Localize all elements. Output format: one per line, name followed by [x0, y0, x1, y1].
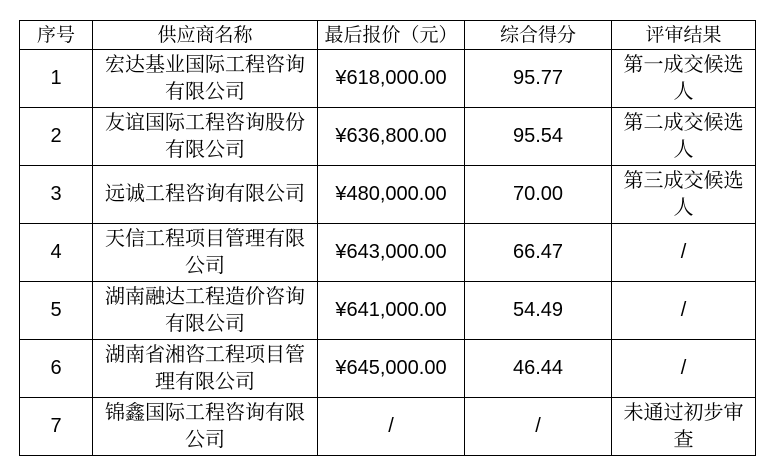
header-final-quote: 最后报价（元）: [318, 21, 465, 50]
cell-overall-score: 95.77: [465, 50, 612, 108]
cell-supplier-name: [93, 340, 318, 398]
evaluation-result-text: 未通过初步审查: [623, 401, 744, 451]
cell-final-quote: /: [318, 398, 465, 456]
header-serial-number: 序号: [20, 21, 93, 50]
table-row: [20, 50, 756, 108]
cell-evaluation-result: [612, 282, 756, 340]
bid-evaluation-table: [19, 20, 756, 456]
cell-serial-number: 6: [20, 340, 93, 398]
cell-evaluation-result: [612, 166, 756, 224]
evaluation-result-text: /: [680, 357, 687, 380]
cell-supplier-name: [93, 166, 318, 224]
table-row: [20, 224, 756, 282]
table-row: [20, 398, 756, 456]
cell-supplier-name: [93, 398, 318, 456]
cell-evaluation-result: [612, 398, 756, 456]
cell-evaluation-result: [612, 108, 756, 166]
cell-overall-score: 54.49: [465, 282, 612, 340]
header-evaluation-result: 评审结果: [612, 21, 756, 50]
supplier-name-text: 宏达基业国际工程咨询有限公司: [105, 53, 305, 103]
cell-serial-number: 1: [20, 50, 93, 108]
cell-overall-score: 46.44: [465, 340, 612, 398]
cell-overall-score: 95.54: [465, 108, 612, 166]
cell-final-quote: ¥636,800.00: [318, 108, 465, 166]
cell-serial-number: 3: [20, 166, 93, 224]
evaluation-result-text: 第二成交候选人: [623, 111, 744, 161]
cell-final-quote: ¥480,000.00: [318, 166, 465, 224]
supplier-name-text: 友谊国际工程咨询股份有限公司: [105, 111, 305, 161]
cell-supplier-name: [93, 224, 318, 282]
cell-supplier-name: [93, 108, 318, 166]
supplier-name-text: 天信工程项目管理有限公司: [105, 227, 305, 277]
table-row: [20, 166, 756, 224]
header-supplier-name: 供应商名称: [93, 21, 318, 50]
cell-serial-number: 7: [20, 398, 93, 456]
cell-serial-number: 4: [20, 224, 93, 282]
cell-supplier-name: [93, 50, 318, 108]
table-row: [20, 282, 756, 340]
cell-serial-number: 2: [20, 108, 93, 166]
evaluation-result-text: /: [680, 241, 687, 264]
cell-evaluation-result: [612, 224, 756, 282]
evaluation-result-text: /: [680, 299, 687, 322]
supplier-name-text: 锦鑫国际工程咨询有限公司: [105, 401, 305, 451]
cell-final-quote: ¥641,000.00: [318, 282, 465, 340]
supplier-name-text: 湖南省湘咨工程项目管理有限公司: [105, 343, 305, 393]
cell-supplier-name: [93, 282, 318, 340]
header-row: [20, 21, 756, 50]
cell-overall-score: 66.47: [465, 224, 612, 282]
bid-evaluation-table-container: [19, 20, 756, 456]
cell-evaluation-result: [612, 340, 756, 398]
supplier-name-text: 远诚工程咨询有限公司: [105, 183, 305, 206]
cell-final-quote: ¥643,000.00: [318, 224, 465, 282]
cell-overall-score: 70.00: [465, 166, 612, 224]
cell-final-quote: ¥618,000.00: [318, 50, 465, 108]
header-overall-score: 综合得分: [465, 21, 612, 50]
supplier-name-text: 湖南融达工程造价咨询有限公司: [105, 285, 305, 335]
evaluation-result-text: 第三成交候选人: [623, 169, 744, 219]
cell-final-quote: ¥645,000.00: [318, 340, 465, 398]
cell-serial-number: 5: [20, 282, 93, 340]
cell-overall-score: /: [465, 398, 612, 456]
evaluation-result-text: 第一成交候选人: [623, 53, 744, 103]
table-row: [20, 108, 756, 166]
cell-evaluation-result: [612, 50, 756, 108]
table-row: [20, 340, 756, 398]
